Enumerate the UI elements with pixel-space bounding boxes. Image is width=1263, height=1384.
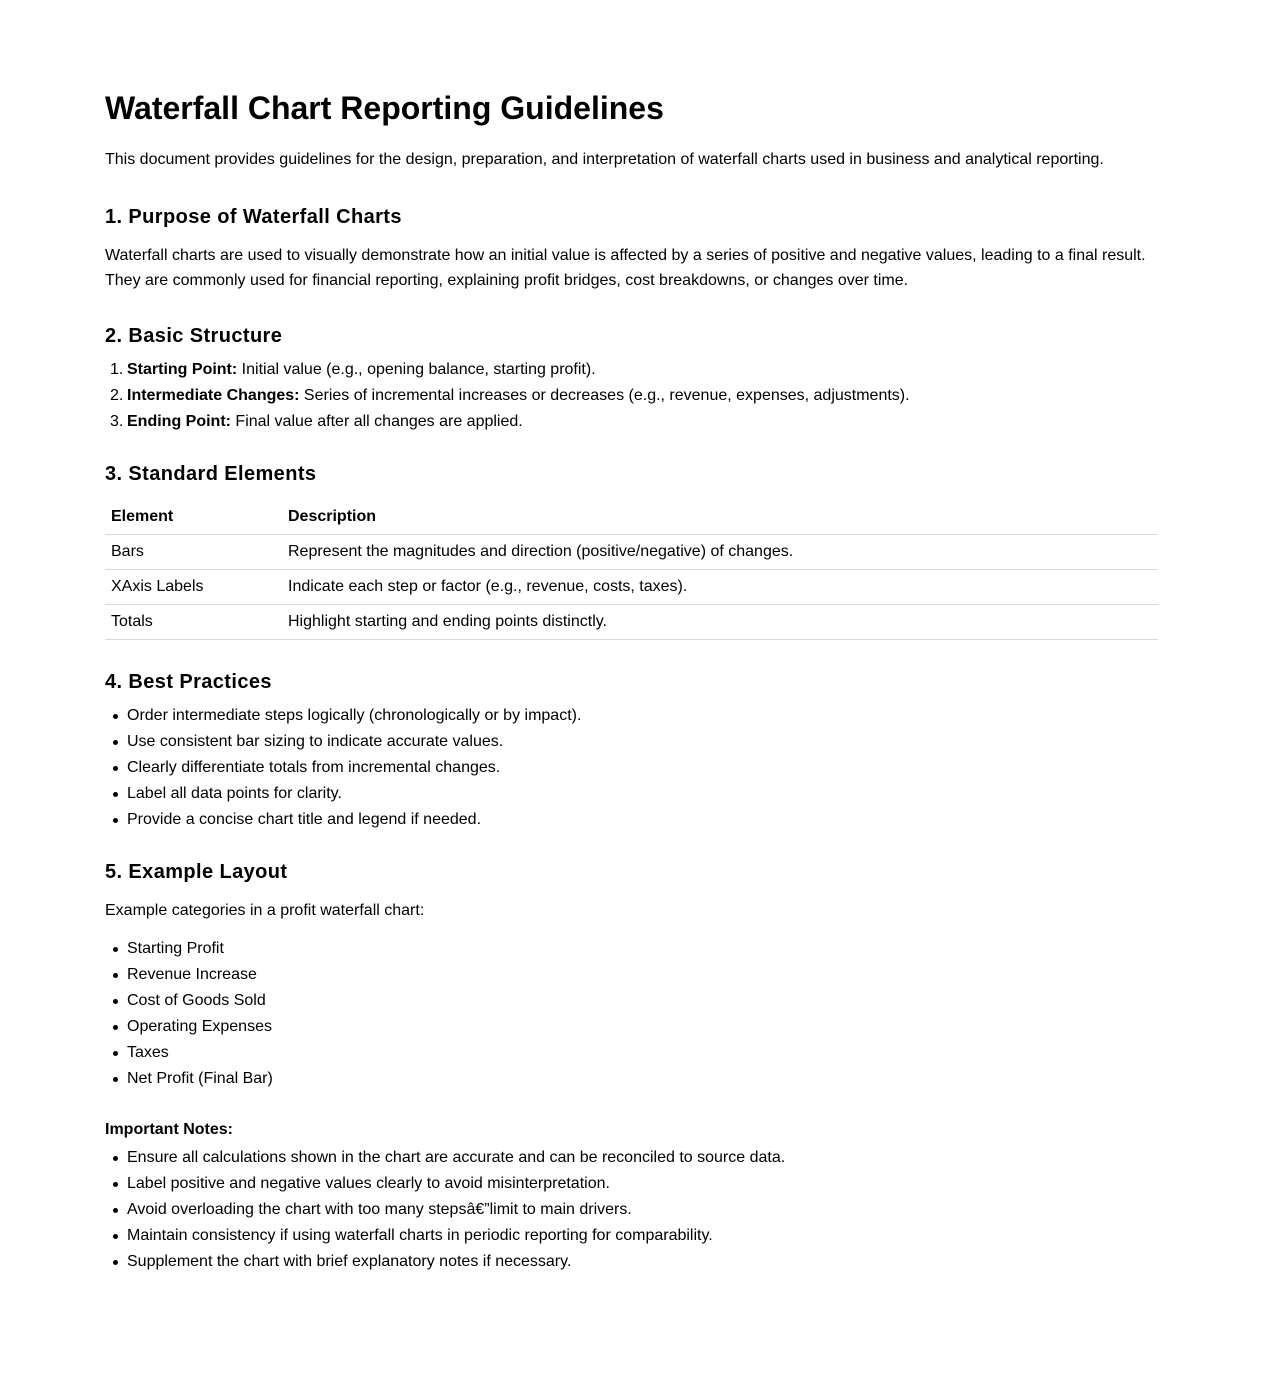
column-header-description: Description (282, 500, 1158, 535)
table-row (105, 570, 1158, 605)
table-cell-description: Indicate each step or factor (e.g., revenue, costs, taxes). (282, 570, 1158, 605)
structure-list (105, 357, 910, 435)
table-cell-description: Highlight starting and ending points distinctly. (282, 605, 1158, 640)
notes-heading: Important Notes: (105, 1121, 233, 1138)
list-item: Clearly differentiate totals from incremental changes. (105, 755, 581, 781)
list-item: Label all data points for clarity. (105, 781, 581, 807)
list-item: Net Profit (Final Bar) (105, 1066, 273, 1092)
purpose-line-2: They are commonly used for financial reporting, explaining profit bridges, cost breakdowns, or changes over time. (105, 272, 909, 289)
best-practices-list (105, 703, 581, 833)
list-item: Provide a concise chart title and legend if needed. (105, 807, 581, 833)
notes-list (105, 1145, 785, 1275)
list-number: 1. (110, 361, 124, 378)
table-cell-description: Represent the magnitudes and direction (positive/negative) of changes. (282, 535, 1158, 570)
table-cell-element: XAxis Labels (105, 570, 282, 605)
intro-paragraph: This document provides guidelines for the design, preparation, and interpretation of waterfall charts used in business and analytical reporting. (105, 151, 1104, 168)
section-elements-heading: 3. Standard Elements (105, 463, 317, 485)
list-item: Use consistent bar sizing to indicate accurate values. (105, 729, 581, 755)
list-item: Maintain consistency if using waterfall charts in periodic reporting for comparability. (105, 1223, 785, 1249)
list-item-label: Starting Point: (127, 361, 238, 378)
column-header-element: Element (105, 500, 282, 535)
elements-table (105, 500, 1158, 640)
list-item-label: Ending Point: (127, 413, 231, 430)
list-item-text: Final value after all changes are applied. (230, 413, 523, 430)
section-structure-heading: 2. Basic Structure (105, 325, 283, 347)
example-list (105, 936, 273, 1092)
list-item: Starting Profit (105, 936, 273, 962)
list-item-text: Series of incremental increases or decreases (e.g., revenue, expenses, adjustments). (299, 387, 910, 404)
table-row (105, 605, 1158, 640)
list-item (105, 383, 910, 409)
section-best-practices-heading: 4. Best Practices (105, 671, 272, 693)
list-item (105, 409, 910, 435)
list-item: Revenue Increase (105, 962, 273, 988)
list-item: Supplement the chart with brief explanatory notes if necessary. (105, 1249, 785, 1275)
section-purpose-text (105, 243, 1158, 293)
section-purpose-heading: 1. Purpose of Waterfall Charts (105, 206, 402, 228)
table-row (105, 535, 1158, 570)
list-item: Taxes (105, 1040, 273, 1066)
list-item-label: Intermediate Changes: (127, 387, 300, 404)
table-cell-element: Totals (105, 605, 282, 640)
section-example-heading: 5. Example Layout (105, 861, 288, 883)
page-title: Waterfall Chart Reporting Guidelines (105, 90, 664, 126)
purpose-line-1: Waterfall charts are used to visually demonstrate how an initial value is affected by a series of positive and negative values, leading to a final result. (105, 247, 1146, 264)
list-item: Ensure all calculations shown in the chart are accurate and can be reconciled to source data. (105, 1145, 785, 1171)
list-item: Avoid overloading the chart with too many stepsâ€”limit to main drivers. (105, 1197, 785, 1223)
list-number: 3. (110, 413, 124, 430)
example-intro: Example categories in a profit waterfall chart: (105, 902, 425, 919)
table-cell-element: Bars (105, 535, 282, 570)
list-item: Order intermediate steps logically (chronologically or by impact). (105, 703, 581, 729)
list-item (105, 357, 910, 383)
table-header-row (105, 500, 1158, 535)
list-item: Operating Expenses (105, 1014, 273, 1040)
list-item-text: Initial value (e.g., opening balance, starting profit). (237, 361, 596, 378)
list-item: Cost of Goods Sold (105, 988, 273, 1014)
list-number: 2. (110, 387, 124, 404)
list-item: Label positive and negative values clearly to avoid misinterpretation. (105, 1171, 785, 1197)
